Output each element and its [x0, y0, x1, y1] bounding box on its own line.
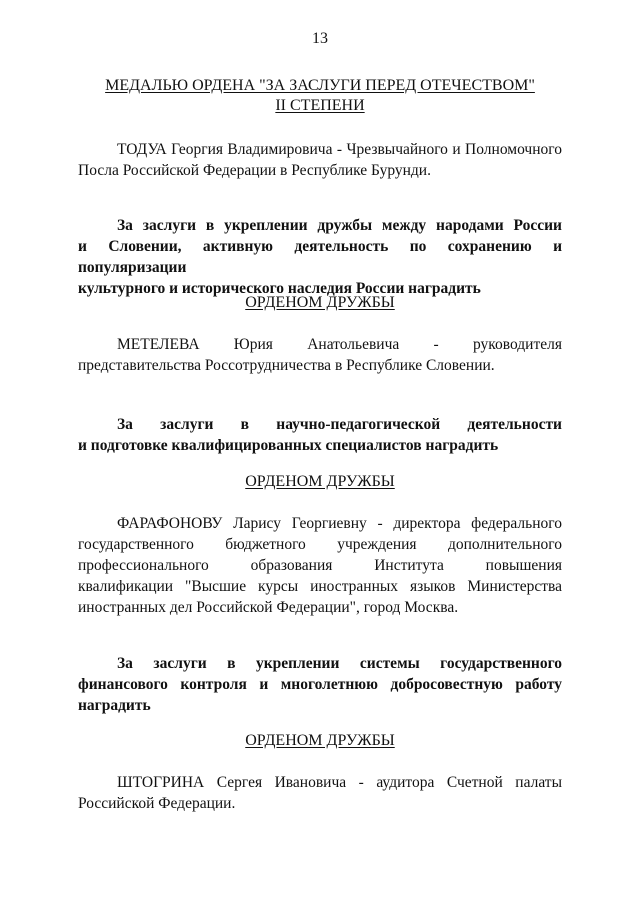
grounds-slovenia — [78, 215, 562, 299]
grounds-line: За заслуги в укреплении системы государственного — [117, 655, 562, 672]
grounds-line: За заслуги в укреплении дружбы между народами России — [117, 217, 562, 234]
recipient-line: профессионального образования Института повышения — [78, 557, 562, 574]
grounds-financial-control — [78, 653, 562, 716]
award-heading-friendship: ОРДЕНОМ ДРУЖБЫ — [245, 732, 395, 749]
grounds-line: и подготовке квалифицированных специалистов наградить — [78, 437, 499, 454]
recipient-meteleva — [78, 334, 562, 376]
grounds-line: наградить — [78, 697, 151, 714]
award-heading-medal — [0, 76, 640, 116]
recipient-line: ШТОГРИНА Сергея Ивановича - аудитора Счетной палаты — [117, 774, 562, 791]
recipient-shtogrin — [78, 772, 562, 814]
award-heading-friendship: ОРДЕНОМ ДРУЖБЫ — [245, 473, 395, 490]
recipient-line: представительства Россотрудничества в Республике Словении. — [78, 357, 495, 374]
page-number: 13 — [312, 30, 328, 47]
recipient-line: государственного бюджетного учреждения дополнительного — [78, 536, 562, 553]
grounds-line: финансового контроля и многолетнюю добросовестную работу — [78, 676, 562, 693]
grounds-line: За заслуги в научно-педагогической деятельности — [117, 416, 562, 433]
recipient-line: Посла Российской Федерации в Республике Бурунди. — [78, 162, 431, 179]
award-heading-line: МЕДАЛЬЮ ОРДЕНА "ЗА ЗАСЛУГИ ПЕРЕД ОТЕЧЕСТВОМ" — [105, 77, 535, 94]
grounds-line: культурного и исторического наследия России наградить — [78, 280, 481, 297]
award-heading-line: II СТЕПЕНИ — [275, 97, 365, 114]
award-heading-friendship: ОРДЕНОМ ДРУЖБЫ — [245, 294, 395, 311]
grounds-pedagogy — [78, 414, 562, 456]
grounds-line: и Словении, активную деятельность по сохранению и популяризации — [78, 238, 562, 276]
recipient-farafonova — [78, 513, 562, 618]
recipient-todua — [78, 139, 562, 181]
recipient-line: ТОДУА Георгия Владимировича - Чрезвычайного и Полномочного — [117, 141, 562, 158]
recipient-line: МЕТЕЛЕВА Юрия Анатольевича - руководителя — [117, 336, 562, 353]
recipient-line: иностранных дел Российской Федерации", город Москва. — [78, 599, 459, 616]
recipient-line: ФАРАФОНОВУ Ларису Георгиевну - директора федерального — [117, 515, 562, 532]
recipient-line: квалификации "Высшие курсы иностранных языков Министерства — [78, 578, 562, 595]
recipient-line: Российской Федерации. — [78, 795, 236, 812]
